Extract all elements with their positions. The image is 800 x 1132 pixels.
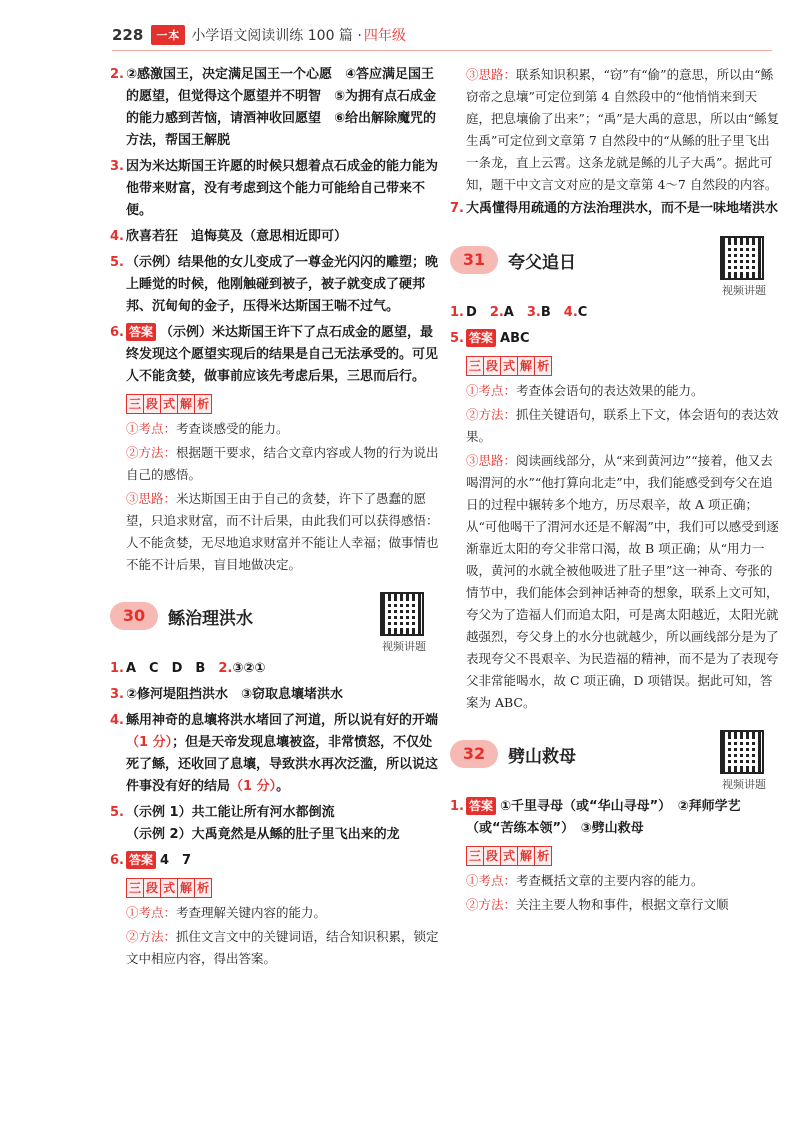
analysis-method: ②方法：关注主要人物和事件，根据文章行文顺	[466, 897, 729, 912]
qr-code-icon[interactable]	[720, 236, 764, 280]
answer-item: 6. 答案 4 7	[110, 853, 192, 868]
book-title: 小学语文阅读训练 100 篇 ·	[191, 28, 362, 44]
grade-label: 四年级	[363, 28, 406, 44]
section-title: 夸父追日	[508, 252, 576, 273]
answer-item: 6. 答案 （示例）米达斯国王许下了点石成金的愿望，最终发现这个愿望实现后的结果是自己无法承受的。可见人不能贪婪，做事前应该先考虑后果，三思而后行。	[110, 325, 439, 384]
section-number: 32	[450, 740, 498, 768]
answer-item: 3. 因为米达斯国王许愿的时候只想着点石成金的能力能为他带来财富，没有考虑到这个能力可能给自己带来不便。	[110, 159, 439, 218]
answer-item: 5. （示例 1）共工能让所有河水都倒流 （示例 2）大禹竟然是从鲧的肚子里飞出来的龙	[110, 805, 400, 842]
analysis-method: ②方法：抓住关键语句，联系上下文，体会语句的表达效果。	[466, 407, 779, 444]
left-column	[110, 64, 440, 972]
video-lesson-label: 视频讲题	[382, 640, 426, 653]
analysis-point: ①考点：考查概括文章的主要内容的能力。	[466, 873, 704, 888]
section-title: 鲧治理洪水	[168, 608, 253, 629]
answer-item: 7. 大禹懂得用疏通的方法治理洪水，而不是一味地堵洪水	[450, 201, 779, 216]
analysis-heading: 三 段 式 解 析	[126, 394, 211, 414]
answer-item: 1. D 2.A 3.B 4.C	[450, 305, 588, 320]
answer-tag: 答案	[126, 851, 156, 869]
answer-item: 5. 答案 ABC	[450, 331, 530, 346]
analysis-heading: 三 段 式 解 析	[466, 356, 551, 376]
analysis-method: ②方法：根据题干要求，结合文章内容或人物的行为说出自己的感悟。	[126, 445, 439, 482]
section-31-header	[450, 236, 780, 297]
analysis-method: ②方法：抓住文言文中的关键词语，结合知识积累，锁定文中相应内容，得出答案。	[126, 929, 439, 966]
video-lesson-label: 视频讲题	[722, 778, 766, 791]
answer-item: 2. ②感激国王，决定满足国王一个心愿 ④答应满足国王的愿望，但觉得这个愿望并不明智 ⑤为拥有点石成金的能力感到苦恼，请酒神收回愿望 ⑥给出解除魔咒的方法，帮国王解脱	[110, 67, 437, 148]
page-number: 228	[112, 26, 144, 44]
answer-item: 3. ②修河堤阻挡洪水 ③窃取息壤堵洪水	[110, 687, 344, 702]
answer-item: 5. （示例）结果他的女儿变成了一尊金光闪闪的雕塑；晚上睡觉的时候，他刚触碰到被子，被子就变成了硬邦邦、沉甸甸的金子，压得米达斯国王喘不过气。	[110, 255, 439, 314]
section-number: 31	[450, 246, 498, 274]
analysis-point: ①考点：考查体会语句的表达效果的能力。	[466, 383, 704, 398]
qr-code-icon[interactable]	[380, 592, 424, 636]
header-divider	[112, 50, 772, 51]
answer-item: 1. A C D B 2.③②①	[110, 661, 266, 676]
analysis-reasoning: ③思路：联系知识积累，“窃”有“偷”的意思，所以由“鲧窃帝之息壤”可定位到第 4 自然段中的“他悄悄来到天庭，把息壤偷了出来”；“禹”是大禹的意思，所以由“鲧复生禹”可定位到文章第 7 自然段中的“从鲧的肚子里飞出一条龙，直上云霄。这条龙就是鲧的儿子大禹”。据此可知，题干中文言文对应的是文章第 4～7 自然段的内容。	[466, 67, 780, 192]
analysis-reasoning: ③思路：阅读画线部分，从“来到黄河边”“接着，他又去喝渭河的水”“他打算向北走”中，我们能感受到夸父在追日的过程中辗转多个地方，历尽艰辛，故 A 项正确；从“可他喝干了渭河水还是不解渴”中，我们可以感受到逐渐靠近太阳的夸父非常口渴，故 B 项正确；从“用力一吸，黄河的水就全被他吸进了肚子里”这一神奇、夸张的情节中，我们能体会到神话神奇的想象，联系上文可知，夸父为了造福人们而追太阳，可是离太阳越近，太阳光就越强烈，夸父身上的水分也就越少，所以画线部分是为了表现夸父不畏艰辛、为民造福的精神，而不是为了表现夸父非常能喝水，故 C 项正确，D 项错误。据此可知，答案为 ABC。	[466, 453, 779, 710]
analysis-heading: 三 段 式 解 析	[466, 846, 551, 866]
answer-item: 4. 鲧用神奇的息壤将洪水堵回了河道，所以说有好的开端（1 分）；但是天帝发现息壤被盗，非常愤怒，不仅处死了鲧，还收回了息壤，导致洪水再次泛滥，所以说这件事没有好的结局（1 分）。	[110, 713, 439, 794]
publisher-logo: 一本	[151, 25, 185, 45]
section-32-header	[450, 730, 780, 791]
right-column	[450, 64, 780, 918]
page-header	[112, 20, 772, 50]
answer-item: 1. 答案 ①千里寻母（或“华山寻母”） ②拜师学艺（或“苦练本领”） ③劈山救母	[450, 799, 741, 836]
analysis-reasoning: ③思路：米达斯国王由于自己的贪婪，许下了愚蠢的愿望，只追求财富，而不计后果，由此我们可以获得感悟：人不能贪婪，无尽地追求财富并不能让人幸福；做事情也不能不计后果，盲目地做决定。	[126, 491, 439, 572]
qr-code-icon[interactable]	[720, 730, 764, 774]
answer-tag: 答案	[466, 797, 496, 815]
section-title: 劈山救母	[508, 746, 576, 767]
answer-item: 4. 欣喜若狂 追悔莫及（意思相近即可）	[110, 229, 348, 244]
analysis-point: ①考点：考查理解关键内容的能力。	[126, 905, 327, 920]
analysis-point: ①考点：考查谈感受的能力。	[126, 421, 289, 436]
video-lesson-label: 视频讲题	[722, 284, 766, 297]
analysis-heading: 三 段 式 解 析	[126, 878, 211, 898]
section-30-header	[110, 592, 440, 653]
section-number: 30	[110, 602, 158, 630]
answer-tag: 答案	[466, 329, 496, 347]
answer-tag: 答案	[126, 323, 156, 341]
